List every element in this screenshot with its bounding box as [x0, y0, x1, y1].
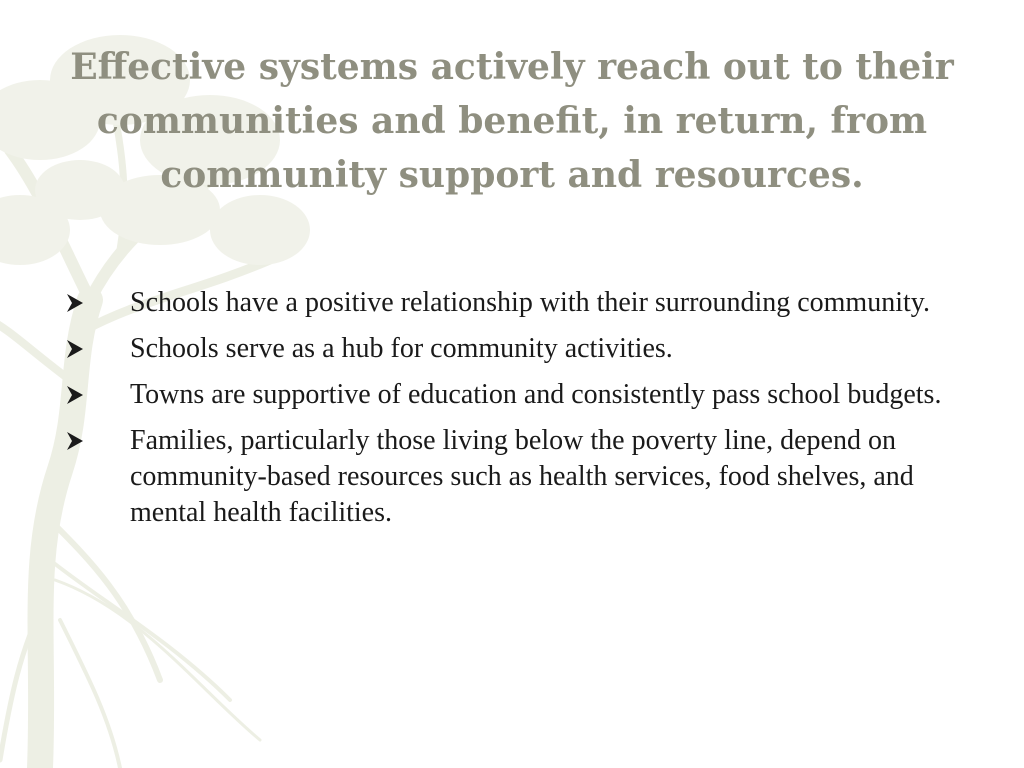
arrowhead-bullet-icon — [64, 423, 92, 459]
slide-title: Effective systems actively reach out to their communities and benefit, in return, from community support and resources. — [70, 46, 954, 196]
list-item — [64, 331, 964, 367]
bullet-text: Families, particularly those living below the poverty line, depend on community-based resources such as health services, food shelves, and mental health facilities. — [130, 425, 914, 528]
bullet-list — [64, 285, 964, 541]
bullet-text: Towns are supportive of education and consistently pass school budgets. — [130, 379, 942, 410]
arrowhead-bullet-icon — [64, 331, 92, 367]
arrowhead-bullet-icon — [64, 377, 92, 413]
list-item — [64, 285, 964, 321]
list-item — [64, 423, 964, 531]
arrowhead-bullet-icon — [64, 285, 92, 321]
bullet-text: Schools serve as a hub for community activities. — [130, 333, 673, 364]
bullet-text: Schools have a positive relationship with their surrounding community. — [130, 287, 930, 318]
list-item — [64, 377, 964, 413]
